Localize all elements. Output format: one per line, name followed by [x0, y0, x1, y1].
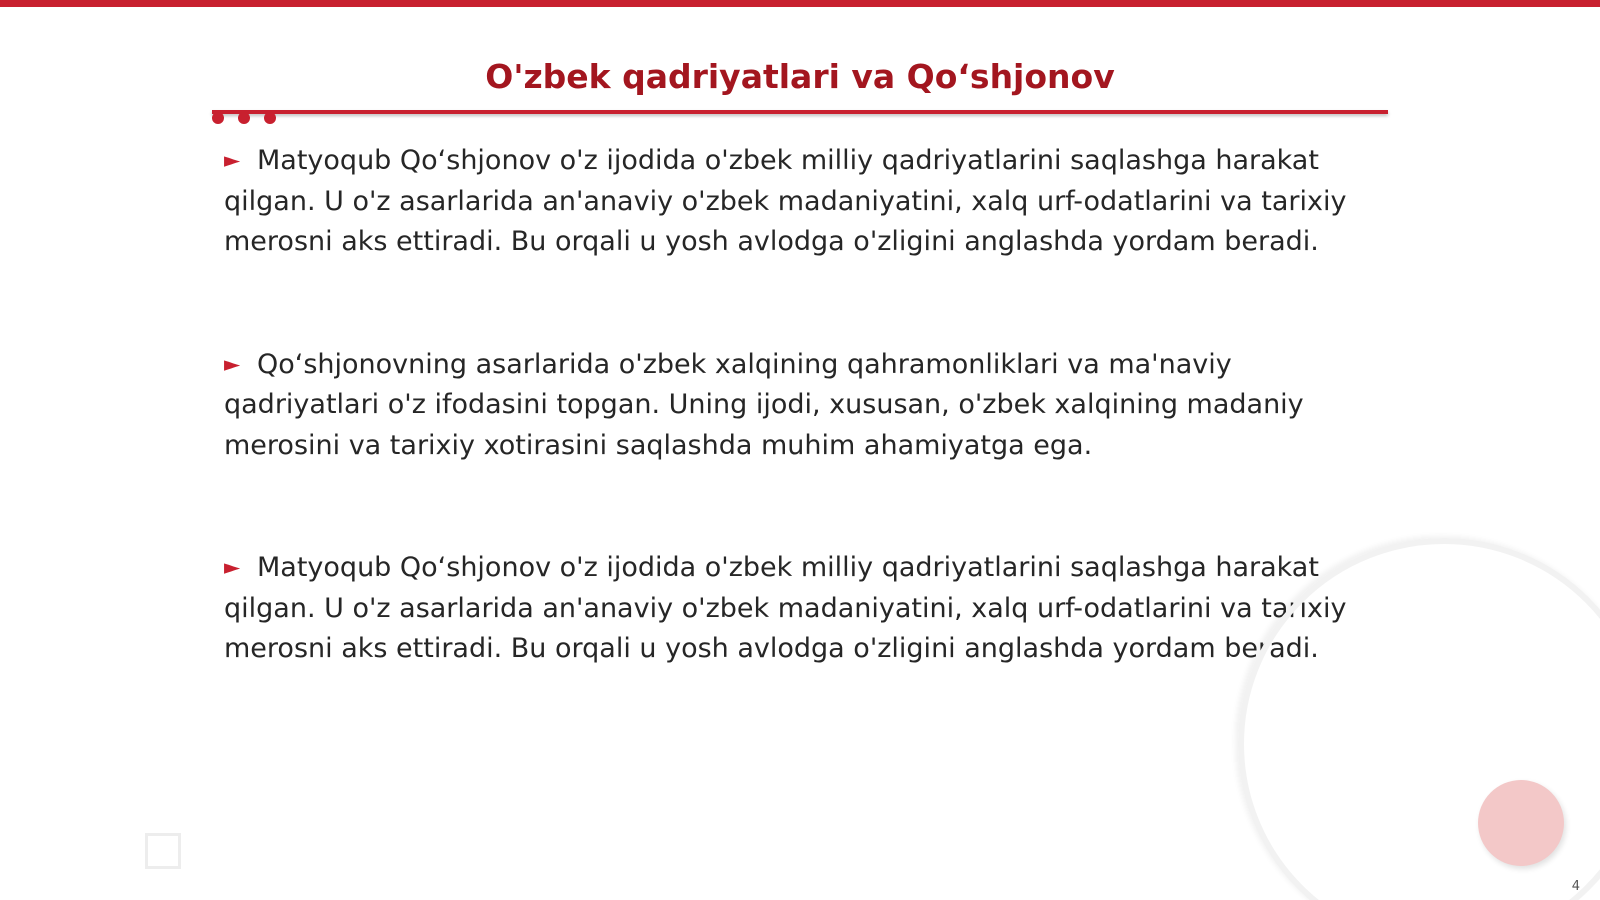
page-number: 4 — [1571, 879, 1580, 894]
decor-dot — [212, 112, 224, 124]
paragraph-line: merosni aks ettiradi. Bu orqali u yosh avlodga o'zligini anglashda yordam beradi. — [224, 226, 1319, 257]
slide-body — [224, 140, 1394, 670]
paragraph-line: ► Matyoqub Qo‘shjonov o'z ijodida o'zbek milliy qadriyatlarini saqlashga harakat — [224, 547, 1394, 589]
decor-dot — [264, 112, 276, 124]
paragraph-line: qadriyatlari o'z ifodasini topgan. Uning ijodi, xususan, o'zbek xalqining madaniy — [224, 389, 1304, 420]
bullet-paragraph — [224, 140, 1394, 263]
top-accent-bar — [0, 0, 1600, 7]
decor-circle-filled — [1478, 780, 1564, 866]
decor-dot — [238, 112, 250, 124]
bullet-arrow-icon: ► — [224, 555, 241, 579]
bullet-paragraph — [224, 547, 1394, 670]
paragraph-line: ► Matyoqub Qo‘shjonov o'z ijodida o'zbek milliy qadriyatlarini saqlashga harakat — [224, 140, 1394, 182]
paragraph-line: qilgan. U o'z asarlarida an'anaviy o'zbek madaniyatini, xalq urf-odatlarini va tarixiy — [224, 185, 1347, 217]
paragraph-line: merosni aks ettiradi. Bu orqali u yosh avlodga o'zligini anglashda yordam beradi. — [224, 633, 1319, 664]
paragraph-line: merosini va tarixiy xotirasini saqlashda muhim ahamiyatga ega. — [224, 429, 1093, 461]
bullet-arrow-icon: ► — [224, 351, 241, 376]
bullet-paragraph — [224, 344, 1394, 467]
title-underline — [212, 110, 1388, 114]
paragraph-line: ► Qo‘shjonovning asarlarida o'zbek xalqining qahramonliklari va ma'naviy — [224, 344, 1394, 386]
decor-square-outline — [145, 833, 181, 869]
slide-title: O'zbek qadriyatlari va Qo‘shjonov — [485, 57, 1115, 96]
bullet-arrow-icon: ► — [224, 148, 241, 172]
paragraph-line: qilgan. U o'z asarlarida an'anaviy o'zbek madaniyatini, xalq urf-odatlarini va tarixiy — [224, 592, 1347, 624]
